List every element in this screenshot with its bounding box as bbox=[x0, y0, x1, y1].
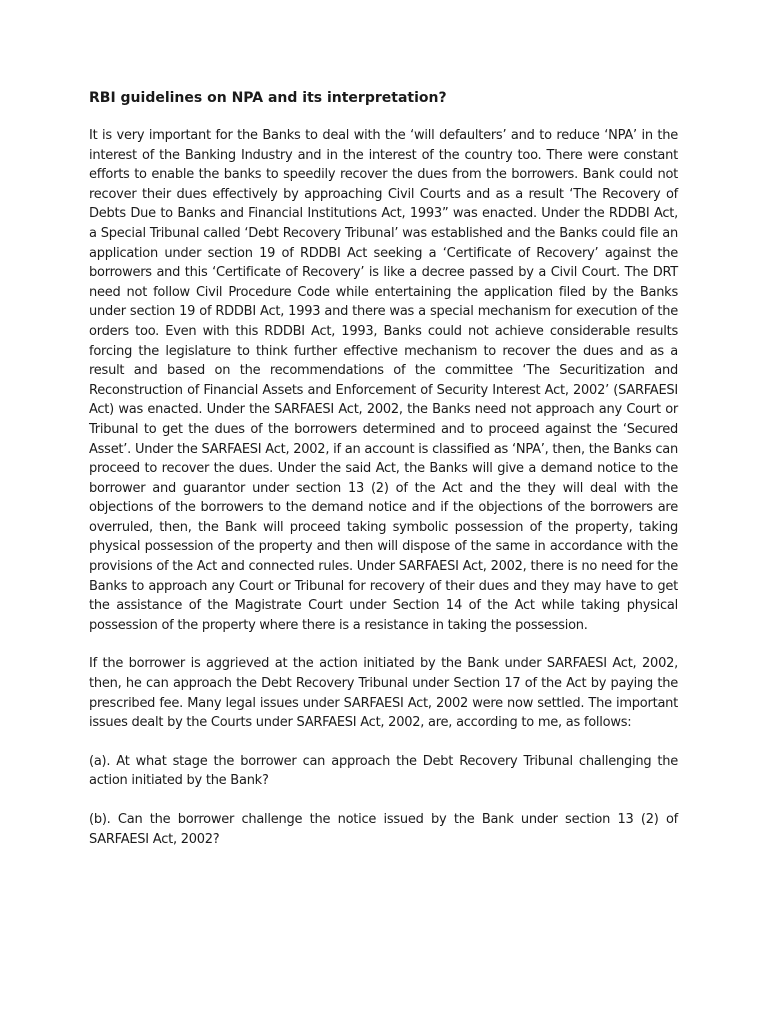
document-title: RBI guidelines on NPA and its interpretation? bbox=[89, 90, 447, 106]
document-page bbox=[89, 88, 678, 868]
paragraph-aggrieved-borrower: If the borrower is aggrieved at the action initiated by the Bank under SARFAESI Act, 2002, then, he can approach the Debt Recovery Tribunal under Section 17 of the Act by paying the prescribed fee. Many legal issues under SARFAESI Act, 2002 were now settled. The important issues dealt by the Courts under SARFAESI Act, 2002, are, according to me, as follows: bbox=[89, 656, 678, 731]
paragraph-issue-a: (a). At what stage the borrower can approach the Debt Recovery Tribunal challenging the action initiated by the Bank? bbox=[89, 753, 678, 789]
paragraph-intro: It is very important for the Banks to deal with the ‘will defaulters’ and to reduce ‘NPA’ in the interest of the Banking Industry and in the interest of the country too. There were constant efforts to enable the banks to speedily recover the dues from the borrowers. Bank could not recover their dues effectively by approaching Civil Courts and as a result ‘The Recovery of Debts Due to Banks and Financial Institutions Act, 1993” was enacted. Under the RDDBI Act, a Special Tribunal called ‘Debt Recovery Tribunal’ was established and the Banks could file an application under section 19 of RDDBI Act seeking a ‘Certificate of Recovery’ against the borrowers and this ‘Certificate of Recovery’ is like a decree passed by a Civil Court. The DRT need not follow Civil Procedure Code while entertaining the application filed by the Banks under section 19 of RDDBI Act, 1993 and there was a special mechanism for execution of the orders too. Even with this RDDBI Act, 1993, Banks could not achieve considerable results forcing the legislature to think further effective mechanism to recover the dues and as a result and based on the recommendations of the committee ‘The Securitization and Reconstruction of Financial Assets and Enforcement of Security Interest Act, 2002’ (SARFAESI Act) was enacted. Under the SARFAESI Act, 2002, the Banks need not approach any Court or Tribunal to get the dues of the borrowers determined and to proceed against the ‘Secured Asset’. Under the SARFAESI Act, 2002, if an account is classified as ‘NPA’, then, the Banks can proceed to recover the dues. Under the said Act, the Banks will give a demand notice to the borrower and guarantor under section 13 (2) of the Act and the they will deal with the objections of the borrowers to the demand notice and if the objections of the borrowers are overruled, then, the Bank will proceed taking symbolic possession of the property, taking physical possession of the property and then will dispose of the same in accordance with the provisions of the Act and connected rules. Under SARFAESI Act, 2002, there is no need for the Banks to approach any Court or Tribunal for recovery of their dues and they may have to get the assistance of the Magistrate Court under Section 14 of the Act while taking physical possession of the property where there is a resistance in taking the possession. bbox=[89, 128, 678, 633]
paragraph-issue-b: (b). Can the borrower challenge the notice issued by the Bank under section 13 (2) of SARFAESI Act, 2002? bbox=[89, 812, 678, 847]
